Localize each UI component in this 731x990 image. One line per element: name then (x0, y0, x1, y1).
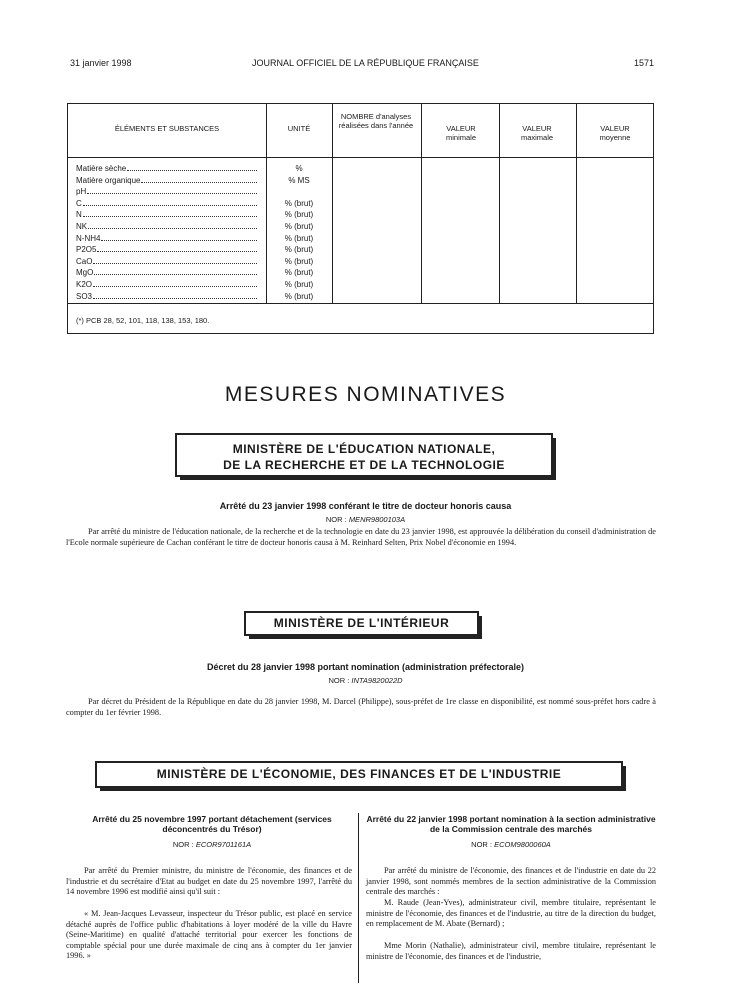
journal-title: JOURNAL OFFICIEL DE LA RÉPUBLIQUE FRANÇAISE (252, 58, 479, 68)
table-row-element: CaO (76, 257, 259, 266)
page-date: 31 janvier 1998 (70, 58, 132, 68)
col-header-count: NOMBRE d'analyses réalisées dans l'année (338, 112, 414, 130)
page-number: 1571 (634, 58, 655, 68)
text-honoris: Par arrêté du ministre de l'éducation nationale, de la recherche et de la technologie en date du 23 janvier 1998, est approuvée la délibération du conseil d'administration de l'Ecole normale supérieure de Cachan conférant le titre de docteur honoris causa à M. Reinhard Selten, Prix Nobel d'économie en 1994. (66, 527, 656, 547)
table-row-element: Matière sèche (76, 164, 259, 173)
table-row-unit: % (brut) (284, 291, 314, 301)
col-header-avg: VALEUR moyenne (599, 124, 631, 142)
table-row-element: N (76, 210, 259, 219)
text-detachement-2: « M. Jean-Jacques Levasseur, inspecteur du Trésor public, est placé en service détaché auprès de l'office public d'habitations à loyer modéré de la ville du Havre (Seine-Maritime) en qualité d'attaché territorial pour exercer les fonctions de comptable spécial pour une durée maximale de cinq ans à compter du 1er janvier 1996. » (66, 909, 352, 960)
table-row-element: K2O (76, 280, 259, 289)
table-row-unit: % (brut) (284, 233, 314, 243)
nor-honoris: NOR : MENR9800103A (325, 515, 406, 524)
text-prefectorale: Par décret du Président de la République en date du 28 janvier 1998, M. Darcel (Philippe), sous-préfet de 1re classe en disponibilité, est nommé sous-préfet hors cadre à compter du 1er février 1998. (66, 697, 656, 717)
decree-title-prefectorale: Décret du 28 janvier 1998 portant nomination (administration préfectorale) (206, 662, 525, 672)
analysis-table (67, 103, 654, 334)
table-row-unit: % (brut) (284, 210, 314, 220)
table-row-unit: % (brut) (284, 245, 314, 255)
table-row-unit: % (brut) (284, 280, 314, 289)
nor-detachement: NOR : ECOR9701161A (172, 840, 252, 849)
table-row-element: MgO (76, 268, 259, 277)
table-row-unit: % (brut) (284, 268, 314, 278)
nor-commission: NOR : ECOM9800060A (471, 840, 551, 849)
table-row-element: NK (76, 222, 259, 231)
ministry-education-line2: DE LA RECHERCHE ET DE LA TECHNOLOGIE (223, 458, 505, 472)
decree-title-detachement: Arrêté du 25 novembre 1997 portant détachement (services déconcentrés du Trésor) (92, 814, 332, 834)
nor-prefectorale: NOR : INTA9820022D (328, 676, 403, 685)
table-row-unit: % (brut) (284, 256, 314, 266)
col-header-elements: ÉLÉMENTS ET SUBSTANCES (114, 124, 220, 133)
table-row-unit: % (brut) (284, 222, 314, 231)
table-row-element: P2O5 (76, 245, 259, 254)
ministry-education-line1: MINISTÈRE DE L'ÉDUCATION NATIONALE, (232, 442, 496, 456)
table-footnote: (*) PCB 28, 52, 101, 118, 138, 153, 180. (76, 316, 210, 325)
column-separator (358, 813, 359, 983)
ministry-economy-heading: MINISTÈRE DE L'ÉCONOMIE, DES FINANCES ET DE L'INDUSTRIE (95, 761, 623, 788)
ministry-interior-heading: MINISTÈRE DE L'INTÉRIEUR (244, 611, 479, 636)
text-commission-1: Par arrêté du ministre de l'économie, des finances et de l'industrie en date du 22 janvier 1998, sont nommés membres de la section administrative de la Commission centrale des marchés : (366, 866, 656, 896)
ministry-education-heading (175, 433, 553, 477)
table-row-element: pH (76, 187, 259, 196)
decree-title-honoris: Arrêté du 23 janvier 1998 conférant le titre de docteur honoris causa (219, 501, 512, 511)
text-detachement-1: Par arrêté du Premier ministre, du ministre de l'économie, des finances et de l'industrie et du secrétaire d'Etat au budget en date du 25 novembre 1997, l'arrêté du 14 novembre 1996 est modifié ainsi qu'il suit : (66, 866, 352, 896)
col-header-max: VALEUR maximale (520, 124, 554, 142)
table-row-element: N-NH4 (76, 234, 259, 243)
col-header-unit: UNITÉ (287, 124, 311, 133)
text-commission-2: M. Raude (Jean-Yves), administrateur civil, membre titulaire, représentant le ministre de l'économie, des finances et de l'industrie, au titre de la direction du budget, en remplacement de M. Abate (Bernard) ; (366, 898, 656, 928)
col-header-min: VALEUR minimale (445, 124, 476, 142)
decree-title-commission: Arrêté du 22 janvier 1998 portant nomination à la section administrative de la Commission centrale des marchés (366, 814, 656, 834)
section-title: MESURES NOMINATIVES (224, 383, 507, 406)
table-row-element: SO3 (76, 292, 259, 301)
table-row-element: C (76, 199, 259, 208)
table-row-unit: % (brut) (284, 198, 314, 208)
table-row-unit: % (295, 164, 303, 173)
text-commission-3: Mme Morin (Nathalie), administrateur civil, membre titulaire, représentant le ministre de l'économie, des finances et de l'industrie, (366, 941, 656, 961)
table-row-unit: % MS (288, 175, 310, 185)
table-row-element: Matière organique (76, 176, 259, 185)
